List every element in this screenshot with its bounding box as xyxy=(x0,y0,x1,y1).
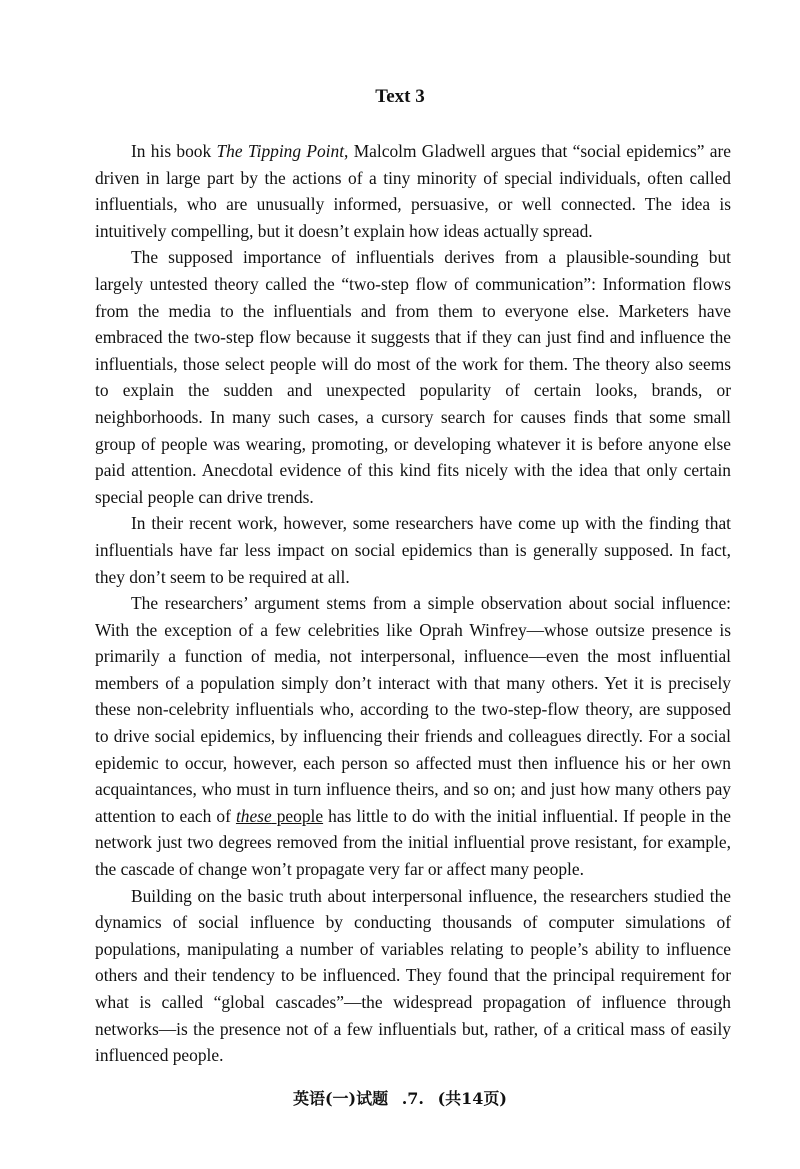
underlined-word: people xyxy=(271,805,324,826)
emphasized-word: these xyxy=(235,805,272,826)
underlined-phrase xyxy=(236,806,323,826)
paragraph-2: The supposed importance of influentials derives from a plausible-sounding but largely untested theory called the “two-step flow of communication”: Information flows from the media to the influentials and from them to everyone else. Marketers have embraced the two-step flow because it suggests that if they can just find and influence the influentials, those select people will do most of the work for them. The theory also seems to explain the sudden and unexpected popularity of certain looks, brands, or neighborhoods. In many such cases, a cursory search for causes finds that some small group of people was wearing, promoting, or developing whatever it is before anyone else paid attention. Anecdotal evidence of this kind fits nicely with the idea that only certain special people can drive trends. xyxy=(95,247,731,507)
p4-text-before: The researchers’ argument stems from a simple observation about social influence: With the exception of a few celebrities like Oprah Winfrey—whose outsize presence is primarily a function of media, not interpersonal, influence—even the most influential members of a population simply don’t interact with that many others. Yet it is precisely these non-celebrity influentials who, according to the two-step-flow theory, are supposed to drive social epidemics, by influencing their friends and colleagues directly. For a social epidemic to occur, however, each person so affected must then influence his or her own acquaintances, who must in turn influence theirs, and so on; and just how many others pay attention to each of xyxy=(95,593,731,826)
page-number: .7. xyxy=(401,1089,424,1108)
book-title: The Tipping Point xyxy=(216,141,345,161)
passage-body xyxy=(95,138,731,1069)
paragraph-3: In their recent work, however, some researchers have come up with the finding that influentials have far less impact on social epidemics than is generally supposed. In fact, they don’t seem to be required at all. xyxy=(95,513,731,587)
p1-text-after: , Malcolm Gladwell argues that “social epidemics” are driven in large part by the actions of a tiny minority of special individuals, often called influentials, who are unusually informed, persuasive, or well connected. The idea is intuitively compelling, but it doesn’t explain how ideas actually spread. xyxy=(95,141,731,241)
paragraph-1 xyxy=(95,138,731,244)
exam-label: 英语(一)试题 xyxy=(292,1089,389,1108)
paragraph-5: Building on the basic truth about interpersonal influence, the researchers studied the dynamics of social influence by conducting thousands of computer simulations of populations, manipulating a number of variables relating to people’s ability to influence others and their tendency to be influenced. They found that the principal requirement for what is called “global cascades”—the widespread propagation of influence through networks—is the presence not of a few influentials but, rather, of a critical mass of easily influenced people. xyxy=(95,885,731,1066)
page-footer xyxy=(0,1086,800,1109)
passage-title: Text 3 xyxy=(375,86,425,107)
p4-text-after: has little to do with the initial influential. If people in the network just two degrees removed from the initial influential prove resistant, for example, the cascade of change won’t propagate very far or affect many people. xyxy=(95,805,732,880)
total-pages: (共14页) xyxy=(437,1089,507,1108)
paragraph-4 xyxy=(95,590,731,883)
p1-text-before: In his book xyxy=(131,141,217,161)
